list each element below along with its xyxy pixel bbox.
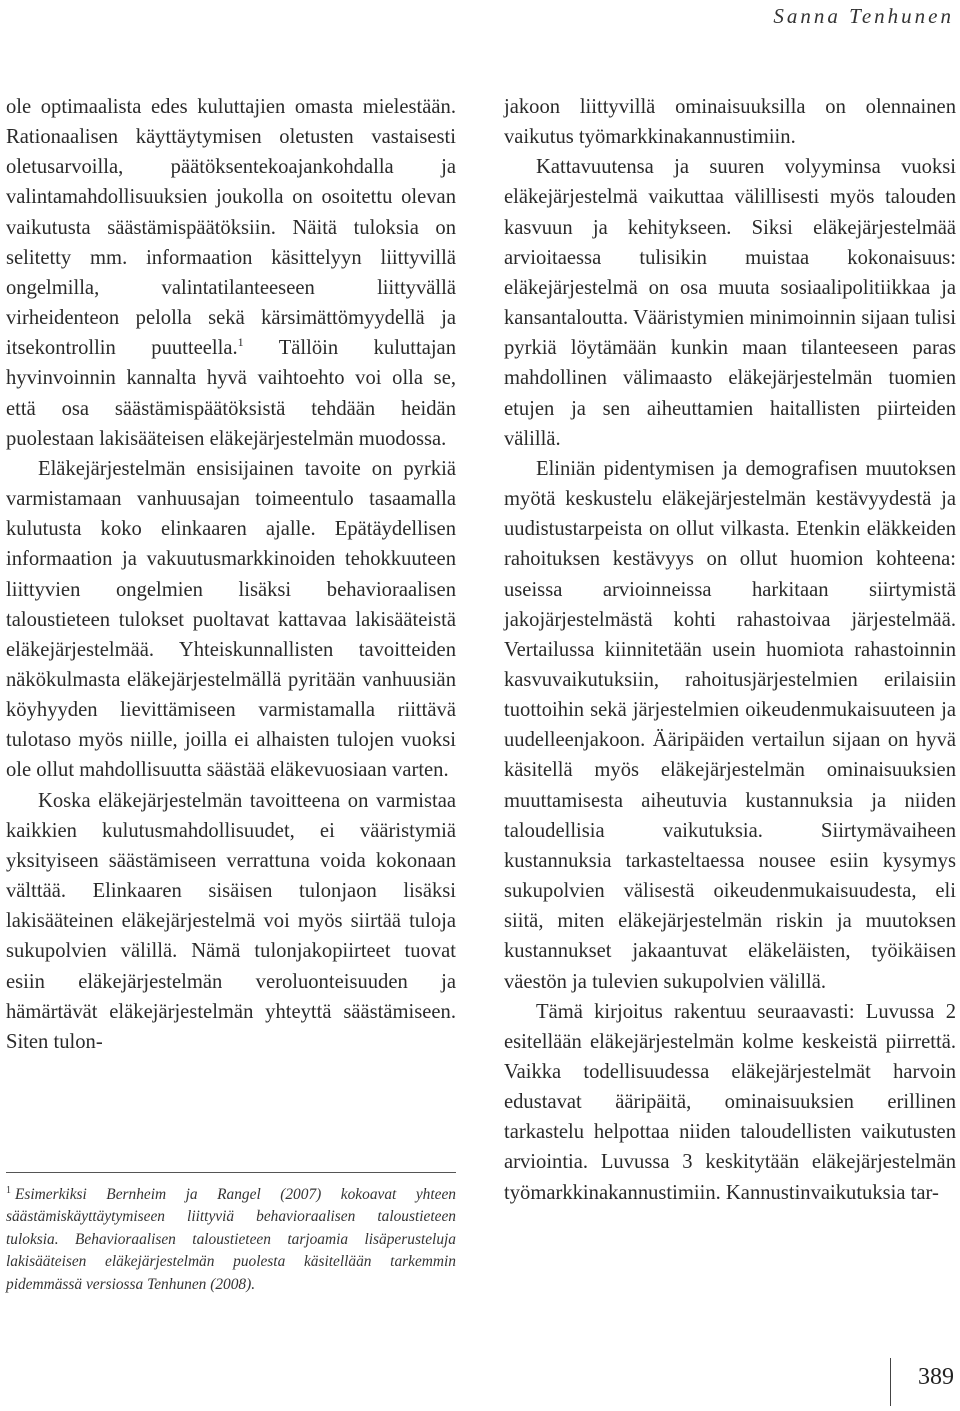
right-paragraph-3: Eliniän pidentymisen ja demografisen muutoksen myötä keskustelu eläkejärjestelmän kestävyydestä ja uudistustarpeista on ollut vilkasta. Etenkin eläkkeiden rahoituksen kestävyys on ollut huomion kohteena: useissa arvioinneissa harkitaan siirtymistä jakojärjestelmästä kohti rahastoivaa järjestelmää. Vertailussa kiinnitetään usein huomiota rahastoinnin kasvuvaikutuksiin, rahoitusjärjestelmien erilaisiin tuottoihin sekä järjestelmien oikeudenmukaisuuteen ja uudelleenjakoon. Ääripäiden vertailun sijaan on hyvä käsitellä myös eläkejärjestelmän ominaisuuksien muuttamisesta aiheutuvia kustannuksia ja niiden taloudellisia vaikutuksia. Siirtymävaiheen kustannuksia tarkasteltaessa nousee esiin kysymys sukupolvien välisestä oikeudenmukaisuudesta, eli siitä, miten eläkejärjestelmän riskin ja muutoksen kustannukset jakaantuvat eläkeläisten, työikäisen väestön ja tulevien sukupolvien välillä. bbox=[504, 457, 956, 993]
left-column bbox=[6, 92, 456, 1057]
footnote-divider bbox=[6, 1172, 456, 1173]
running-head: Sanna Tenhunen bbox=[773, 4, 954, 28]
page-number-divider bbox=[890, 1358, 891, 1406]
right-paragraph-4: Tämä kirjoitus rakentuu seuraavasti: Luvussa 2 esitellään eläkejärjestelmän kolme keskeistä piirrettä. Vaikka todellisuudessa eläkejärjestelmät harvoin edustavat ääripäitä, ominaisuuksien erillinen tarkastelu helpottaa niiden taloudellisten vaikutusten arviointia. Luvussa 3 keskitytään eläkejärjestelmän työmarkkinakannustimiin. Kannustinvaikutuksia tar- bbox=[504, 1000, 956, 1204]
left-paragraph-3: Koska eläkejärjestelmän tavoitteena on varmistaa kaikkien kulutusmahdollisuudet, ei vääristymiä yksityiseen säästämiseen verrattuna voida kokonaan välttää. Elinkaaren sisäisen tulonjaon lisäksi lakisääteinen eläkejärjestelmä voi myös siirtää tuloja sukupolvien välillä. Nämä tulonjakopiirteet tuovat esiin eläkejärjestelmän veroluonteisuuden ja hämärtävät eläkejärjestelmän yhteyttä säästämiseen. Siten tulon- bbox=[6, 789, 456, 1053]
left-paragraph-1-text-b: Tällöin kuluttajan hyvinvoinnin kannalta hyvä vaihtoehto voi olla se, että osa säästämispäätöksistä tehdään heidän puolestaan lakisääteisen eläkejärjestelmän muodossa. bbox=[6, 337, 456, 450]
page-number: 389 bbox=[918, 1364, 954, 1390]
left-paragraph-1 bbox=[6, 92, 456, 454]
footnote bbox=[6, 1184, 456, 1296]
right-column bbox=[504, 92, 956, 1208]
footnote-marker: 1 bbox=[6, 1184, 11, 1196]
left-paragraph-2: Eläkejärjestelmän ensisijainen tavoite on pyrkiä varmistamaan vanhuusajan toimeentulo tasaamalla kulutusta koko elinkaaren ajalle. Epätäydellisen informaation ja vakuutusmarkkinoiden tehokkuuteen liittyvien ongelmien lisäksi behavioraalisen taloustieteen tulokset puoltavat kattavaa lakisääteistä eläkejärjestelmää. Yhteiskunnallisten tavoitteiden näkökulmasta eläkejärjestelmällä pyritään vanhuusiän köyhyyden lievittämiseen varmistamalla riittävä tulotaso myös niille, joilla ei alhaisten tulojen vuoksi ole ollut mahdollisuutta säästää eläkevuosiaan varten. bbox=[6, 457, 456, 782]
right-paragraph-1: jakoon liittyvillä ominaisuuksilla on olennainen vaikutus työmarkkinakannustimiin. bbox=[504, 96, 956, 149]
footnote-reference: 1 bbox=[237, 335, 244, 350]
right-paragraph-2: Kattavuutensa ja suuren volyyminsa vuoksi eläkejärjestelmä vaikuttaa välillisesti myös talouden kasvuun ja kehitykseen. Siksi eläkejärjestelmää arvioitaessa tulisikin muistaa kokonaisuus: eläkejärjestelmä on osa muuta sosiaalipolitiikkaa ja kansantaloutta. Vääristymien minimoinnin sijaan tulisi pyrkiä löytämään kunkin maan tilanteeseen paras mahdollinen välimaasto eläkejärjestelmän tuomien etujen ja sen aiheuttamien haitallisten piirteiden välillä. bbox=[504, 156, 956, 450]
left-paragraph-1-text-a: ole optimaalista edes kuluttajien omasta mielestään. Rationaalisen käyttäytymisen oletusten vastaisesti oletusarvoilla, päätöksentekoajankohdalla ja valintamahdollisuuksien joukolla on osoitettu olevan vaikutusta säästämispäätöksiin. Näitä tuloksia on selitetty mm. informaation käsittelyyn liittyvillä ongelmilla, valintatilanteeseen liittyvällä virheidenteon pelolla sekä kärsimättömyydellä ja itsekontrollin puutteella. bbox=[6, 96, 456, 360]
footnote-text: Esimerkiksi Bernheim ja Rangel (2007) kokoavat yhteen säästämiskäyttäytymiseen liittyviä behavioraalisen taloustieteen tuloksia. Behavioraalisen taloustieteen tarjoamia lisäperusteluja lakisääteisen eläkejärjestelmän puolesta käsitellään tarkemmin pidemmässä versiossa Tenhunen (2008). bbox=[6, 1186, 456, 1293]
